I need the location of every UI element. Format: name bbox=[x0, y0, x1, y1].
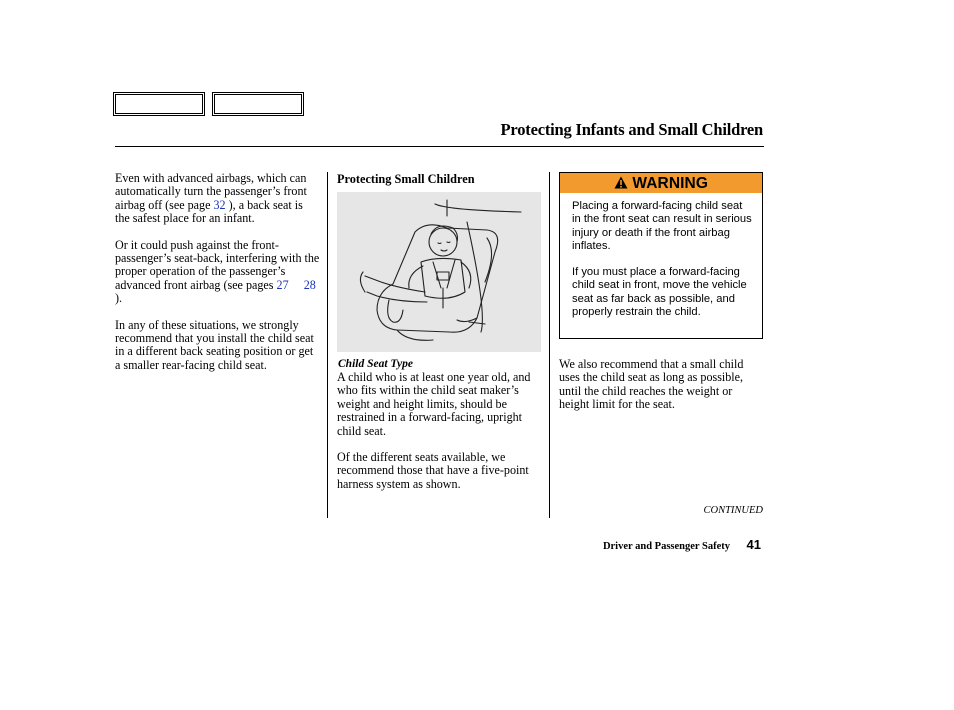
page-link-28[interactable]: 28 bbox=[303, 277, 316, 292]
title-rule bbox=[115, 146, 764, 147]
warning-paragraph-1: Placing a forward-facing child seat in the front seat can result in serious injury or death if the front airbag inflates. bbox=[572, 200, 752, 252]
child-seat-figure bbox=[337, 192, 541, 352]
column-2-text bbox=[337, 371, 537, 504]
paragraph-five-point-harness: Of the different seats available, we recommend those that have a five-point harness system as shown. bbox=[337, 450, 529, 491]
paragraph-recommendation: In any of these situations, we strongly recommend that you install the child seat in a different back seating position or get a smaller rear-facing child seat. bbox=[115, 317, 314, 372]
nav-button-main-menu[interactable] bbox=[113, 92, 205, 116]
paragraph-text: Even with advanced airbags, which can automatically turn the passenger’s front airbag off (see page bbox=[115, 171, 307, 212]
column-3-text bbox=[559, 358, 759, 425]
paragraph-seat-back bbox=[115, 239, 320, 306]
column-divider-2 bbox=[549, 172, 550, 518]
footer-section-title: Driver and Passenger Safety bbox=[602, 541, 730, 552]
section-subhead: Protecting Small Children bbox=[337, 172, 475, 186]
paragraph-airbag-infant bbox=[115, 172, 320, 226]
warning-header bbox=[560, 173, 762, 193]
figure-caption: Child Seat Type bbox=[338, 358, 413, 370]
warning-paragraph-2: If you must place a forward-facing child seat in front, move the vehicle seat as far back as possible, and properly restrain the child. bbox=[572, 266, 747, 319]
paragraph-text: ). bbox=[115, 291, 123, 306]
nav-button-table-of-contents[interactable] bbox=[212, 92, 304, 116]
page-number: 41 bbox=[746, 537, 761, 552]
paragraph-text: Or it could push against the front-passenger’s seat-back, interfering with the proper operation of the passenger’s advanced front airbag (see pages bbox=[115, 237, 320, 292]
warning-label: WARNING bbox=[632, 175, 709, 192]
page-link-27[interactable]: 27 bbox=[276, 277, 289, 292]
column-divider-1 bbox=[327, 172, 328, 518]
paragraph-text: ), a back seat is the safest place for an infant. bbox=[115, 197, 303, 226]
child-in-forward-facing-seat-illustration bbox=[337, 192, 541, 352]
column-1 bbox=[115, 172, 320, 385]
page-link-32[interactable]: 32 bbox=[213, 197, 226, 212]
paragraph-child-seat-duration: We also recommend that a small child uses the child seat as long as possible, until the child reaches the weight or height limit for the seat. bbox=[559, 357, 744, 412]
warning-box bbox=[559, 172, 763, 339]
paragraph-forward-facing: A child who is at least one year old, and who fits within the child seat maker’s weight and height limits, should be restrained in a forward-facing, upright child seat. bbox=[337, 370, 531, 438]
warning-text bbox=[560, 193, 762, 319]
warning-triangle-icon bbox=[614, 175, 632, 192]
page-title: Protecting Infants and Small Children bbox=[500, 120, 763, 139]
continued-label: CONTINUED bbox=[703, 505, 763, 516]
